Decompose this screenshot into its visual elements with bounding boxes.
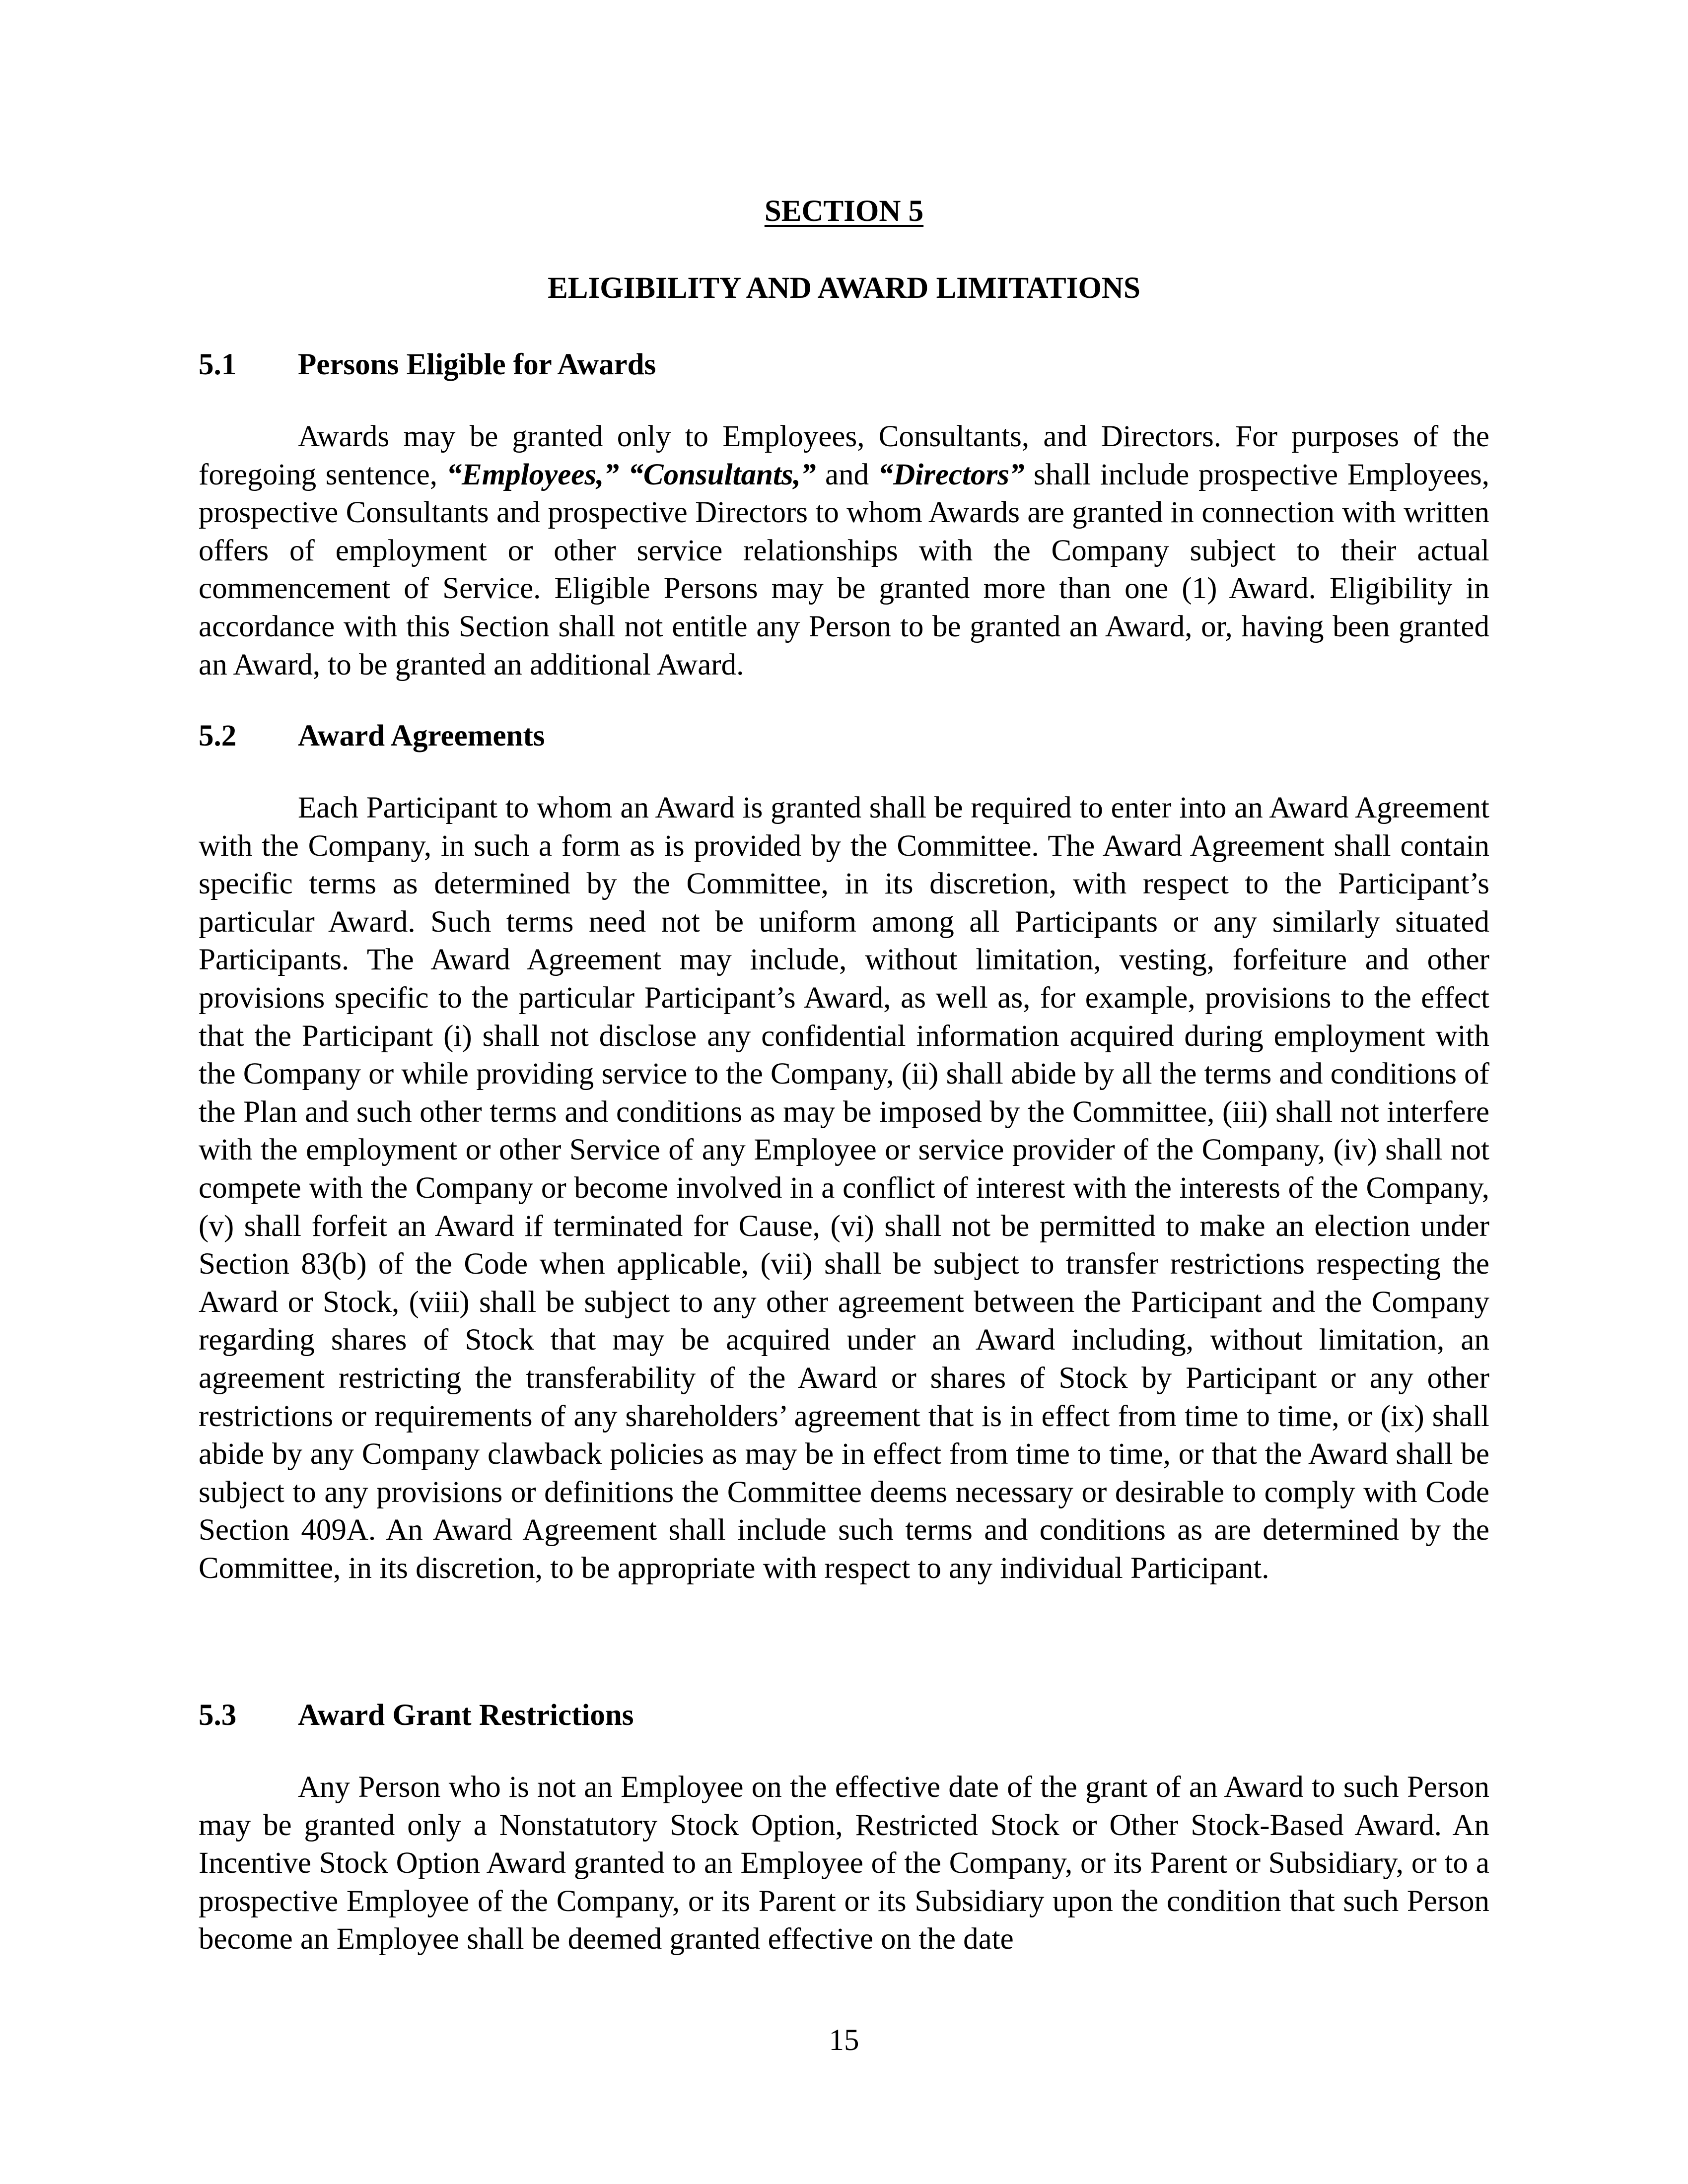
subsection-number: 5.2	[199, 719, 237, 752]
paragraph-text: and	[816, 458, 878, 491]
subsection-title: Persons Eligible for Awards	[298, 348, 656, 381]
subsection-number: 5.1	[199, 348, 237, 381]
subsection-heading-5-2	[199, 721, 545, 751]
document-page	[199, 0, 1489, 2184]
subsection-heading-5-1	[199, 349, 656, 380]
paragraph-text: shall include prospective Employees, prospective Consultants and prospective Directors to whom Awards are granted in connection with written offers of employment or other service relationships with the Company subject to their actual commencement of Service. Eligible Persons may be granted more than one (1) Award. Eligibility in accordance with this Section shall not entitle any Person to be granted an Award, or, having been granted an Award, to be granted an additional Award.	[199, 458, 1489, 682]
page-number: 15	[829, 2024, 859, 2057]
paragraph-5-3: Any Person who is not an Employee on the effective date of the grant of an Award to such Person may be granted only a Nonstatutory Stock Option, Restricted Stock or Other Stock-Based Award. An Incentive Stock Option Award granted to an Employee of the Company, or its Parent or Subsidiary, or to a prospective Employee of the Company, or its Parent or its Subsidiary upon the condition that such Person become an Employee shall be deemed granted effective on the date	[199, 1771, 1489, 1956]
subsection-number: 5.3	[199, 1699, 237, 1732]
subsection-title: Award Agreements	[298, 719, 545, 752]
defined-term: “Employees,” “Consultants,”	[446, 458, 816, 491]
paragraph-5-2: Each Participant to whom an Award is granted shall be required to enter into an Award Agreement with the Company, in such a form as is provided by the Committee. The Award Agreement shall contain specific terms as determined by the Committee, in its discretion, with respect to the Participant’s particular Award. Such terms need not be uniform among all Participants or any similarly situated Participants. The Award Agreement may include, without limitation, vesting, forfeiture and other provisions specific to the particular Participant’s Award, as well as, for example, provisions to the effect that the Participant (i) shall not disclose any confidential information acquired during employment with the Company or while providing service to the Company, (ii) shall abide by all the terms and conditions of the Plan and such other terms and conditions as may be imposed by the Committee, (iii) shall not interfere with the employment or other Service of any Employee or service provider of the Company, (iv) shall not compete with the Company or become involved in a conflict of interest with the interests of the Company, (v) shall forfeit an Award if terminated for Cause, (vi) shall not be permitted to make an election under Section 83(b) of the Code when applicable, (vii) shall be subject to transfer restrictions respecting the Award or Stock, (viii) shall be subject to any other agreement between the Participant and the Company regarding shares of Stock that may be acquired under an Award including, without limitation, an agreement restricting the transferability of the Award or shares of Stock by Participant or any other restrictions or requirements of any shareholders’ agreement that is in effect from time to time, or (ix) shall abide by any Company clawback policies as may be in effect from time to time, or that the Award shall be subject to any provisions or definitions the Committee deems necessary or desirable to comply with Code Section 409A. An Award Agreement shall include such terms and conditions as are determined by the Committee, in its discretion, to be appropriate with respect to any individual Participant.	[199, 791, 1489, 1585]
paragraph-text: Awards may be granted only to Employees, Consultants, and Directors. For purposes of the foregoing sentence,	[199, 420, 1489, 491]
paragraph-5-1	[199, 418, 1489, 684]
section-title: ELIGIBILITY AND AWARD LIMITATIONS	[548, 272, 1140, 305]
subsection-heading-5-3	[199, 1700, 634, 1730]
section-number: SECTION 5	[764, 195, 924, 228]
subsection-title: Award Grant Restrictions	[298, 1699, 634, 1732]
defined-term: “Directors”	[878, 458, 1025, 491]
